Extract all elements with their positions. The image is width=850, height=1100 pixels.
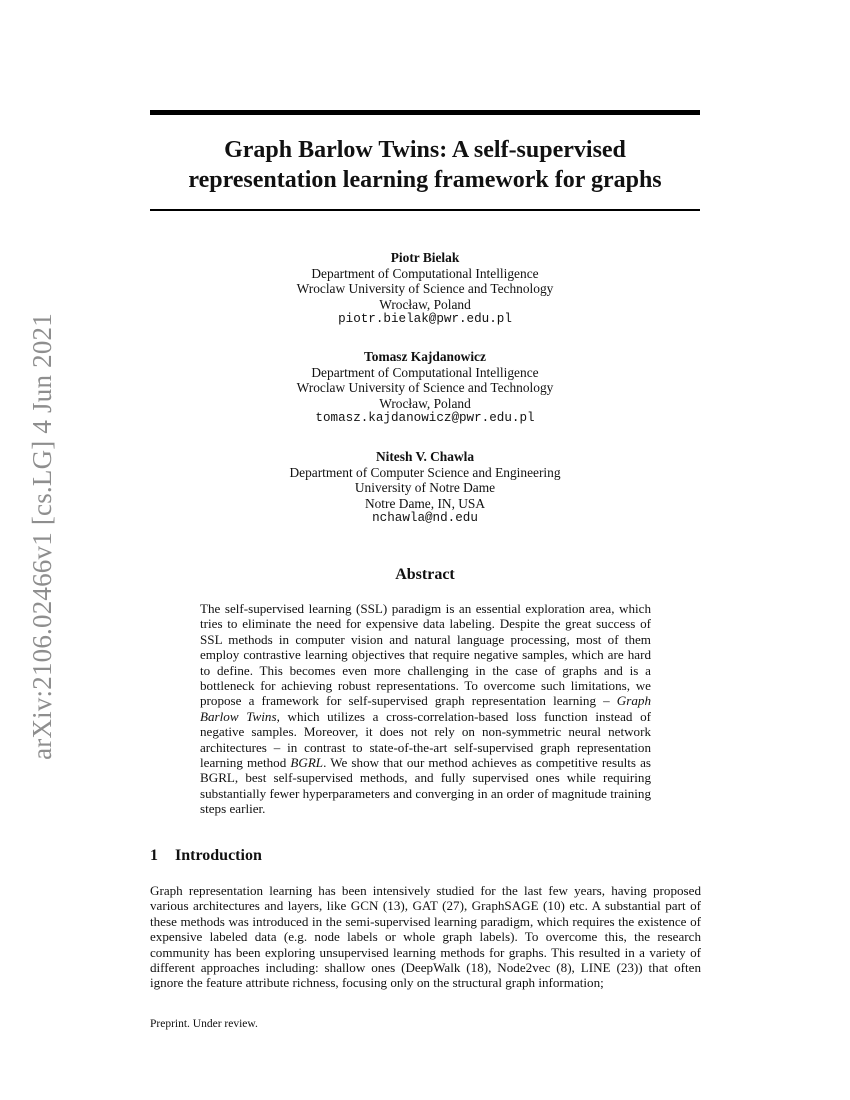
author-block — [150, 349, 700, 427]
section-heading — [150, 847, 700, 865]
author-location: Notre Dame, IN, USA — [364, 495, 486, 511]
author-location: Wrocław, Poland — [379, 296, 471, 312]
author-email: nchawla@nd.edu — [372, 511, 478, 525]
author-email: piotr.bielak@pwr.edu.pl — [338, 312, 512, 326]
abstract-text-segment: The self-supervised learning (SSL) paradigm is an essential exploration area, which tries to eliminate the need for expensive data labeling. Despite the great success of SSL methods in computer vision and natural language processing, most of them employ contrastive learning objectives that require negative samples, which are hard to define. This becomes even more challenging in the case of graphs and is a bottleneck for achieving robust representations. To overcome such limitations, we propose a framework for self-supervised graph representation learning – — [200, 601, 651, 709]
author-name: Piotr Bielak — [390, 250, 460, 265]
author-affiliation: Department of Computational Intelligence — [311, 265, 539, 281]
author-name: Tomasz Kajdanowicz — [364, 349, 486, 364]
author-block — [150, 250, 700, 328]
author-affiliation: University of Notre Dame — [354, 480, 496, 495]
abstract-text — [200, 601, 651, 817]
author-affiliation: Wroclaw University of Science and Technology — [296, 380, 554, 395]
abstract-emphasis: BGRL — [290, 755, 324, 771]
abstract-text-segment: . We show that our method achieves as competitive results as BGRL, best self-supervised methods, and fully supervised ones while requiring substantially fewer hyperparameters and converging in an order of magnitude training steps earlier. — [200, 755, 651, 817]
author-affiliation: Department of Computer Science and Engineering — [289, 464, 561, 480]
abstract-emphasis: Graph Barlow Twins — [200, 693, 651, 724]
section-number: 1 — [150, 847, 158, 864]
abstract-heading: Abstract — [395, 566, 455, 583]
section-title: Introduction — [175, 847, 262, 864]
title-rule-bottom — [150, 209, 700, 211]
footer-note: Preprint. Under review. — [150, 1018, 258, 1030]
paper-title: Graph Barlow Twins: A self-supervised representation learning framework for graphs — [188, 137, 662, 193]
author-block — [150, 449, 700, 527]
author-affiliation: Wroclaw University of Science and Technology — [296, 281, 554, 296]
abstract-text-segment: , which utilizes a cross-correlation-based loss function instead of negative samples. Moreover, it does not rely on non-symmetric neural network architectures – in contrast to state-of-the-art self-supervised graph representation learning method — [200, 708, 652, 771]
author-name: Nitesh V. Chawla — [375, 449, 475, 464]
arxiv-identifier: arXiv:2106.02466v1 [cs.LG] 4 Jun 2021 — [26, 312, 57, 760]
author-location: Wrocław, Poland — [379, 395, 471, 411]
author-email: tomasz.kajdanowicz@pwr.edu.pl — [315, 411, 535, 425]
arxiv-side-stamp — [18, 297, 66, 775]
author-affiliation: Department of Computational Intelligence — [311, 364, 539, 380]
introduction-text: Graph representation learning has been intensively studied for the last few years, having proposed various architectures and layers, like GCN (13), GAT (27), GraphSAGE (10) etc. A substantial part of these methods was introduced in the semi-supervised learning paradigm, which requires the existence of expensive labeled data (e.g. node labels or whole graph labels). To overcome this, the research community has been exploring unsupervised learning methods for graphs. This resulted in a variety of different approaches including: shallow ones (DeepWalk (18), Node2vec (8), LINE (23)) that often ignore the feature attribute richness, focusing only on the structural graph information; — [150, 883, 701, 991]
title-rule-top — [150, 110, 700, 115]
